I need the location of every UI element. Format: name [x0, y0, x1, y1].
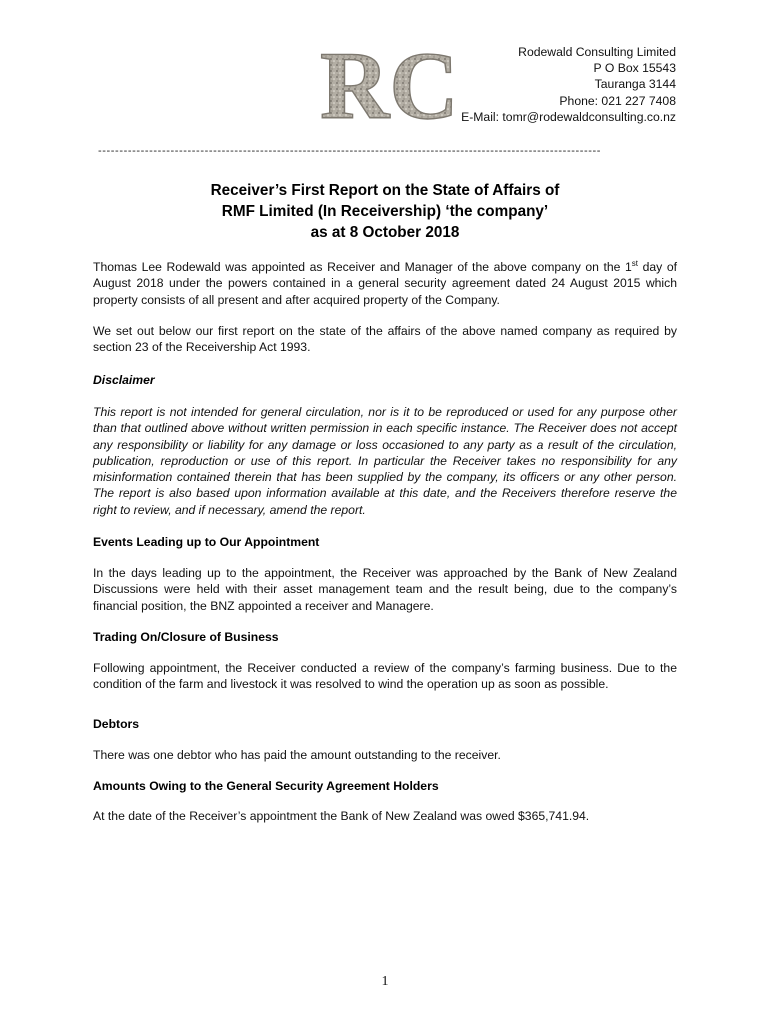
events-text: In the days leading up to the appointment, the Receiver was approached by the Bank of New Zealand Discussions were held with their asset management team and the result being, due to the company’s financial position, the BNZ appointed a receiver and Managere. [93, 566, 677, 613]
debtors-text: There was one debtor who has paid the amount outstanding to the receiver. [93, 748, 501, 762]
logo-letter-r: RC [320, 40, 459, 139]
ordinal-suffix: st [631, 258, 639, 268]
company-logo [318, 40, 468, 145]
disclaimer-text: This report is not intended for general circulation, nor is it to be reproduced or used for any purpose other than that outlined above without written permission in each specific instance. The Receiver does not accept any responsibility or liability for any damage or loss occasioned to any party as a result of the circulation, publication, reproduction or use of this report. In particular the Receiver takes no responsibility for any misinformation contained therein that has been supplied by the company, its officers or any other person. The report is also based upon information available at this date, and the Receivers therefore reserve the right to review, and if necessary, amend the report. [93, 405, 677, 517]
phone: Phone: 021 227 7408 [559, 93, 676, 108]
city: Tauranga 3144 [594, 77, 676, 92]
title-line-2: RMF Limited (In Receivership) ‘the company’ [221, 203, 549, 220]
company-name: Rodewald Consulting Limited [518, 45, 676, 59]
events-heading: Events Leading up to Our Appointment [93, 535, 320, 549]
email: E-Mail: tomr@rodewaldconsulting.co.nz [461, 109, 676, 124]
po-box: P O Box 15543 [593, 61, 676, 76]
amounts-text: At the date of the Receiver’s appointment the Bank of New Zealand was owed $365,741.94. [93, 809, 590, 823]
intro-paragraph-1: Thomas Lee Rodewald was appointed as Receiver and Manager of the above company on the 1st day of August 2018 under the powers contained in a general security agreement dated 24 August 2015 which property consists of all present and after acquired property of the Company. [93, 258, 677, 307]
disclaimer-heading: Disclaimer [93, 373, 155, 387]
debtors-heading: Debtors [93, 717, 140, 731]
title-line-1: Receiver’s First Report on the State of Affairs of [210, 182, 560, 199]
page-number: 1 [381, 974, 389, 989]
intro-paragraph-2: We set out below our first report on the state of the affairs of the above named company as required by section 23 of the Receivership Act 1993. [93, 324, 677, 355]
trading-text: Following appointment, the Receiver conducted a review of the company’s farming business. Due to the condition of the farm and livestock it was resolved to wind the operation up as soon as possible. [93, 661, 677, 692]
dashed-separator: ---------------------------------------------------------------------------------------------------------------------- [98, 145, 602, 157]
letterhead-address [461, 44, 676, 125]
title-line-3: as at 8 October 2018 [310, 224, 460, 241]
report-title [0, 180, 770, 243]
trading-heading: Trading On/Closure of Business [93, 630, 279, 644]
amounts-heading: Amounts Owing to the General Security Agreement Holders [93, 779, 439, 793]
